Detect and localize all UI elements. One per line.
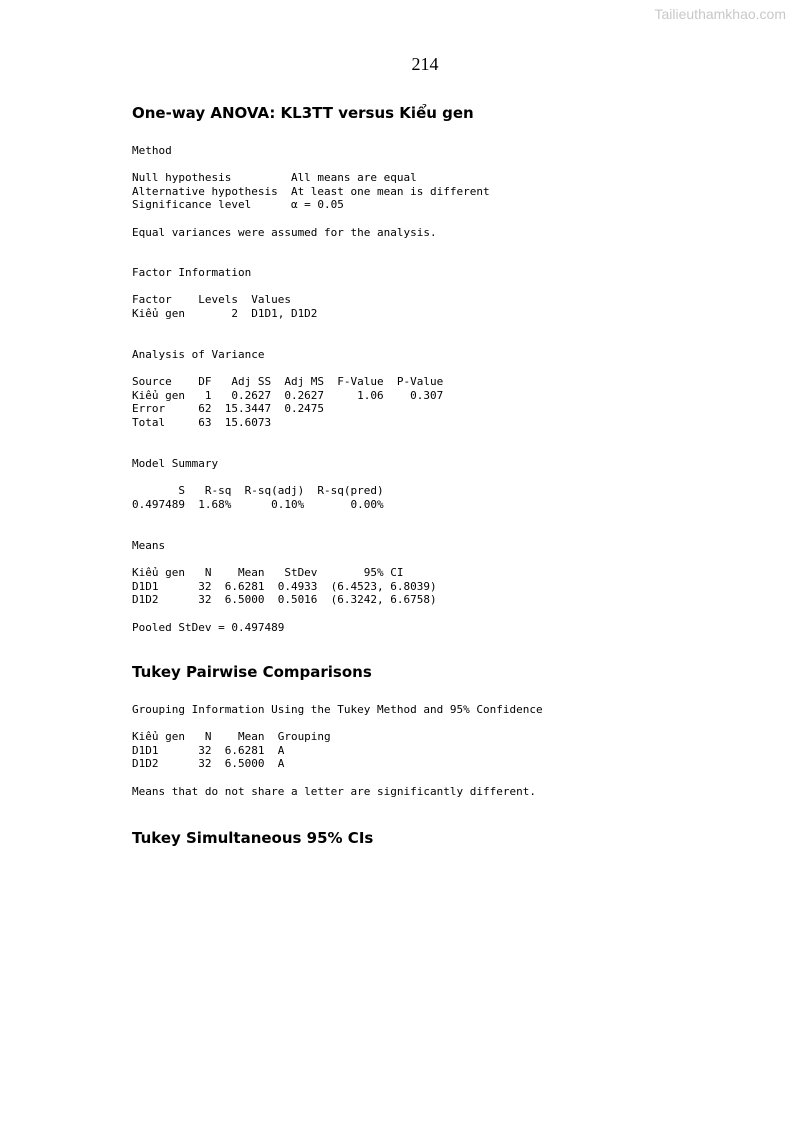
model-summary-block: Model Summary S R-sq R-sq(adj) R-sq(pred) 0.497489 1.68% 0.10% 0.00% bbox=[132, 457, 384, 511]
method-block: Method Null hypothesis All means are equal Alternative hypothesis At least one mean is different Significance level α = 0.05 Equal variances were assumed for the analysis. bbox=[132, 144, 490, 239]
means-block: Means Kiểu gen N Mean StDev 95% CI D1D1 32 6.6281 0.4933 (6.4523, 6.8039) D1D2 32 6.5000 0.5016 (6.3242, 6.6758) Pooled StDev = 0.497489 bbox=[132, 539, 437, 634]
page-number: 214 bbox=[411, 54, 439, 74]
watermark: Tailieuthamkhao.com bbox=[654, 6, 786, 22]
anova-title: One-way ANOVA: KL3TT versus Kiểu gen bbox=[132, 104, 474, 122]
tukey-pairwise-title: Tukey Pairwise Comparisons bbox=[132, 663, 372, 681]
tukey-grouping-block: Grouping Information Using the Tukey Method and 95% Confidence Kiểu gen N Mean Grouping D1D1 32 6.6281 A D1D2 32 6.5000 A Means that do not share a letter are significantly different. bbox=[132, 703, 543, 798]
factor-information-block: Factor Information Factor Levels Values Kiểu gen 2 D1D1, D1D2 bbox=[132, 266, 318, 320]
analysis-of-variance-block: Analysis of Variance Source DF Adj SS Adj MS F-Value P-Value Kiểu gen 1 0.2627 0.2627 1.06 0.307 Error 62 15.3447 0.2475 Total 63 15.6073 bbox=[132, 348, 444, 429]
tukey-simultaneous-title: Tukey Simultaneous 95% CIs bbox=[132, 829, 374, 847]
